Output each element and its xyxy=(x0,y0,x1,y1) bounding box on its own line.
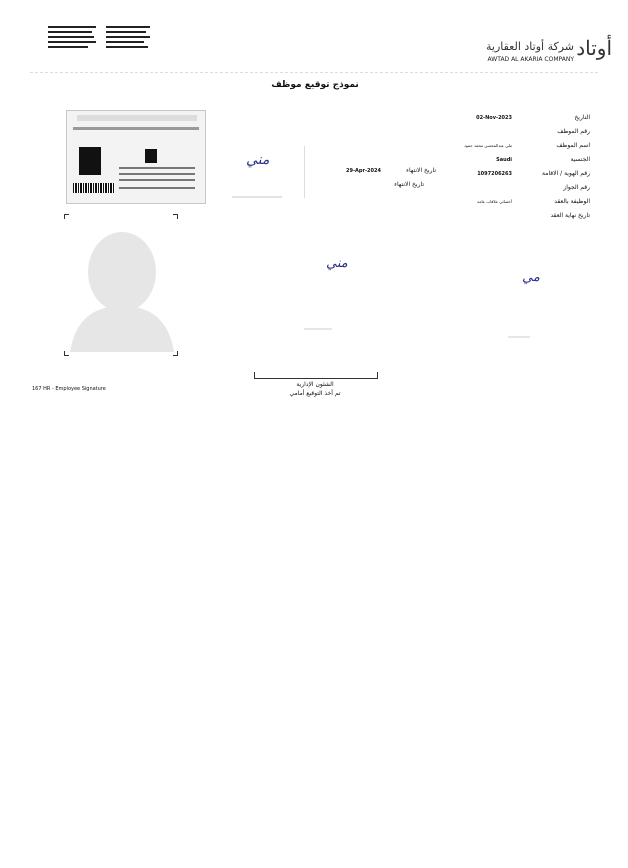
faint-mark-2 xyxy=(304,328,332,330)
avatar-placeholder-icon xyxy=(64,214,178,356)
form-title: نموذج توقيع موظف xyxy=(271,80,359,90)
field-value-nationality: Saudi xyxy=(496,157,512,163)
hr-department-label: الشئون الإدارية xyxy=(296,381,334,388)
field-label-date: التاريخ xyxy=(574,114,590,121)
header-divider xyxy=(30,72,598,73)
address-block xyxy=(48,26,156,52)
hr-signed-label: تم أخذ التوقيع أمامي xyxy=(289,390,341,397)
field-value-id-number: 1097206263 xyxy=(477,171,512,177)
faint-mark-3 xyxy=(508,336,530,338)
field-label-passport-number: رقم الجواز xyxy=(563,184,590,191)
employee-fields xyxy=(440,114,590,224)
field-value-contract-position: أخصائي علاقات عامة xyxy=(477,199,512,204)
id-card-barcode xyxy=(73,183,115,193)
company-name-en: AWTAD AL AKARIA COMPANY xyxy=(487,56,574,63)
id-card-image xyxy=(66,110,206,204)
id-card-photo-small xyxy=(145,149,157,163)
id-expiry-value: 29-Apr-2024 xyxy=(346,168,381,174)
field-label-contract-end-date: تاريخ نهاية العقد xyxy=(550,212,590,219)
company-name-ar: شركة أوتاد العقارية xyxy=(486,40,574,53)
faint-mark-1 xyxy=(232,196,282,198)
passport-expiry-label: تاريخ الانتهاء xyxy=(394,181,424,188)
field-label-nationality: الجنسية xyxy=(570,156,590,163)
field-label-employee-name: اسم الموظف xyxy=(556,142,590,149)
company-logo: أوتاد xyxy=(576,36,612,60)
field-label-employee-number: رقم الموظف xyxy=(557,128,590,135)
id-expiry-label: تاريخ الانتهاء xyxy=(406,167,436,174)
column-divider xyxy=(304,146,305,198)
photo-frame xyxy=(64,214,178,356)
employee-signature-3: مي xyxy=(522,270,540,285)
field-label-contract-position: الوظيفة بالعقد xyxy=(554,198,590,205)
employee-signature-1: مني xyxy=(246,152,270,168)
id-card-photo xyxy=(79,147,101,175)
hr-signature-line xyxy=(254,372,378,379)
field-label-id-number: رقم الهوية / الاقامة xyxy=(542,170,590,177)
employee-signature-2: مني xyxy=(326,256,348,271)
document-code: 167 HR - Employee Signature xyxy=(32,386,106,392)
field-value-date: 02-Nov-2023 xyxy=(476,115,512,121)
field-value-employee-name: ملي عبدالمحسن محمد حمود xyxy=(464,143,512,148)
